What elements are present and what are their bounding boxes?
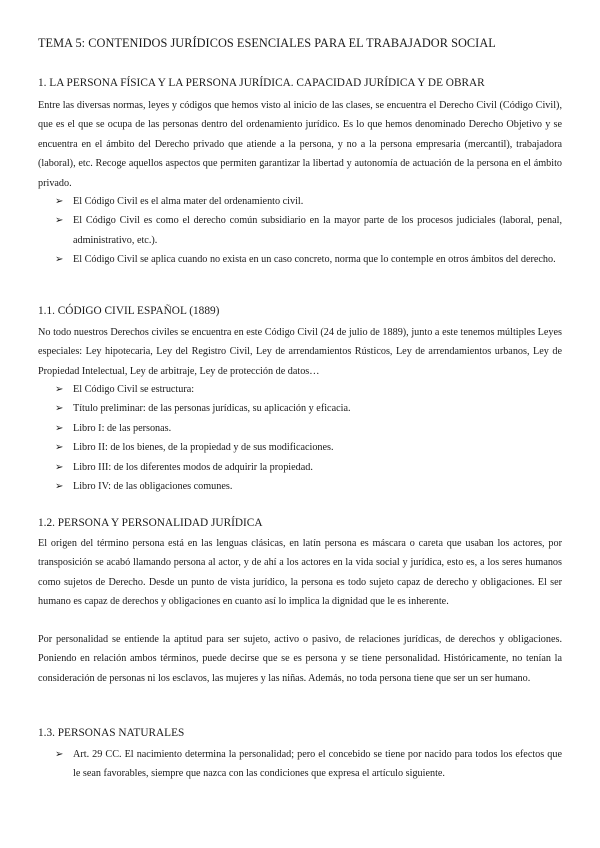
section-heading: 1. LA PERSONA FÍSICA Y LA PERSONA JURÍDICA. CAPACIDAD JURÍDICA Y DE OBRAR <box>38 77 485 89</box>
bullet-list <box>55 745 562 784</box>
list-item: ➢ Libro I: de las personas. <box>55 419 562 438</box>
bullet-arrow-icon: ➢ <box>55 481 64 493</box>
list-item: ➢ El Código Civil se estructura: <box>55 380 562 399</box>
section-paragraph: Por personalidad se entiende la aptitud para ser sujeto, activo o pasivo, de relaciones jurídicas, de derechos y obligaciones. Poniendo en relación ambos términos, puede decirse que se es persona y se tiene personalidad. Históricamente, no tenían la consideración de personas ni los esclavos, las mujeres y las niñas. Además, no toda persona tiene que ser un ser humano. <box>38 634 562 684</box>
bullet-arrow-icon: ➢ <box>55 403 64 415</box>
bullet-arrow-icon: ➢ <box>55 384 64 395</box>
section-heading: 1.1. CÓDIGO CIVIL ESPAÑOL (1889) <box>38 305 220 317</box>
bullet-arrow-icon: ➢ <box>55 254 64 266</box>
section-paragraph: No todo nuestros Derechos civiles se encuentra en este Código Civil (24 de julio de 1889), junto a este tenemos múltiples Leyes especiales: Ley hipotecaria, Ley del Registro Civil, Ley de arrendamientos Rústicos, Ley de arrendamientos urbanos, Ley de Propiedad Intelectual, Ley de arbitraje, Ley de protección de datos… <box>38 327 562 377</box>
section-heading: 1.2. PERSONA Y PERSONALIDAD JURÍDICA <box>38 517 263 529</box>
bullet-arrow-icon: ➢ <box>55 461 64 473</box>
section-heading: 1.3. PERSONAS NATURALES <box>38 727 185 739</box>
list-item: ➢ El Código Civil se aplica cuando no exista en un caso concreto, norma que lo contemple en otros ámbitos del derecho. <box>55 250 562 269</box>
bullet-arrow-icon: ➢ <box>55 196 64 207</box>
section-paragraph: Entre las diversas normas, leyes y códigos que hemos visto al inicio de las clases, se encuentra el Derecho Civil (Código Civil), que es el que se ocupa de las personas dentro del ordenamiento jurídico. Es lo que hemos denominado Derecho Objetivo y se encuentra en el ámbito del Derecho privado que atiende a la persona, y no a la persona empresaria (mercantil), trabajadora (laboral), etc. Recoge aquellos aspectos que permiten garantizar la libertad y autonomía de actuación de la persona en el ámbito privado. <box>38 100 562 189</box>
list-item: ➢ El Código Civil es como el derecho común subsidiario en la mayor parte de los procesos judiciales (laboral, penal, administrativo, etc.). <box>55 211 562 250</box>
list-item: ➢ Libro II: de los bienes, de la propiedad y de sus modificaciones. <box>55 438 562 457</box>
bullet-list <box>55 192 562 270</box>
document-title: TEMA 5: CONTENIDOS JURÍDICOS ESENCIALES PARA EL TRABAJADOR SOCIAL <box>38 36 496 50</box>
section-paragraph: El origen del término persona está en las lenguas clásicas, en latín persona es máscara o careta que usaban los actores, por transposición se acabó llamando persona al actor, y de ahí a los actores en la vida social y jurídica, esto es, a los seres humanos como sujetos de Derecho. Desde un punto de vista jurídico, la persona es todo sujeto capaz de derecho y obligaciones. El ser humano es capaz de derechos y obligaciones en cuanto así lo implica la dignidad que le es inherente. <box>38 538 562 608</box>
bullet-arrow-icon: ➢ <box>55 422 64 434</box>
list-item: ➢ El Código Civil es el alma mater del ordenamiento civil. <box>55 192 562 211</box>
bullet-arrow-icon: ➢ <box>55 749 64 760</box>
bullet-arrow-icon: ➢ <box>55 442 64 454</box>
list-item: ➢ Art. 29 CC. El nacimiento determina la personalidad; pero el concebido se tiene por nacido para todos los efectos que le sean favorables, siempre que nazca con las condiciones que expresa el artículo siguiente. <box>55 745 562 784</box>
list-item: ➢ Libro III: de los diferentes modos de adquirir la propiedad. <box>55 458 562 477</box>
list-item: ➢ Título preliminar: de las personas jurídicas, su aplicación y eficacia. <box>55 399 562 418</box>
bullet-arrow-icon: ➢ <box>55 215 64 227</box>
bullet-list <box>55 380 562 496</box>
list-item: ➢ Libro IV: de las obligaciones comunes. <box>55 477 562 496</box>
